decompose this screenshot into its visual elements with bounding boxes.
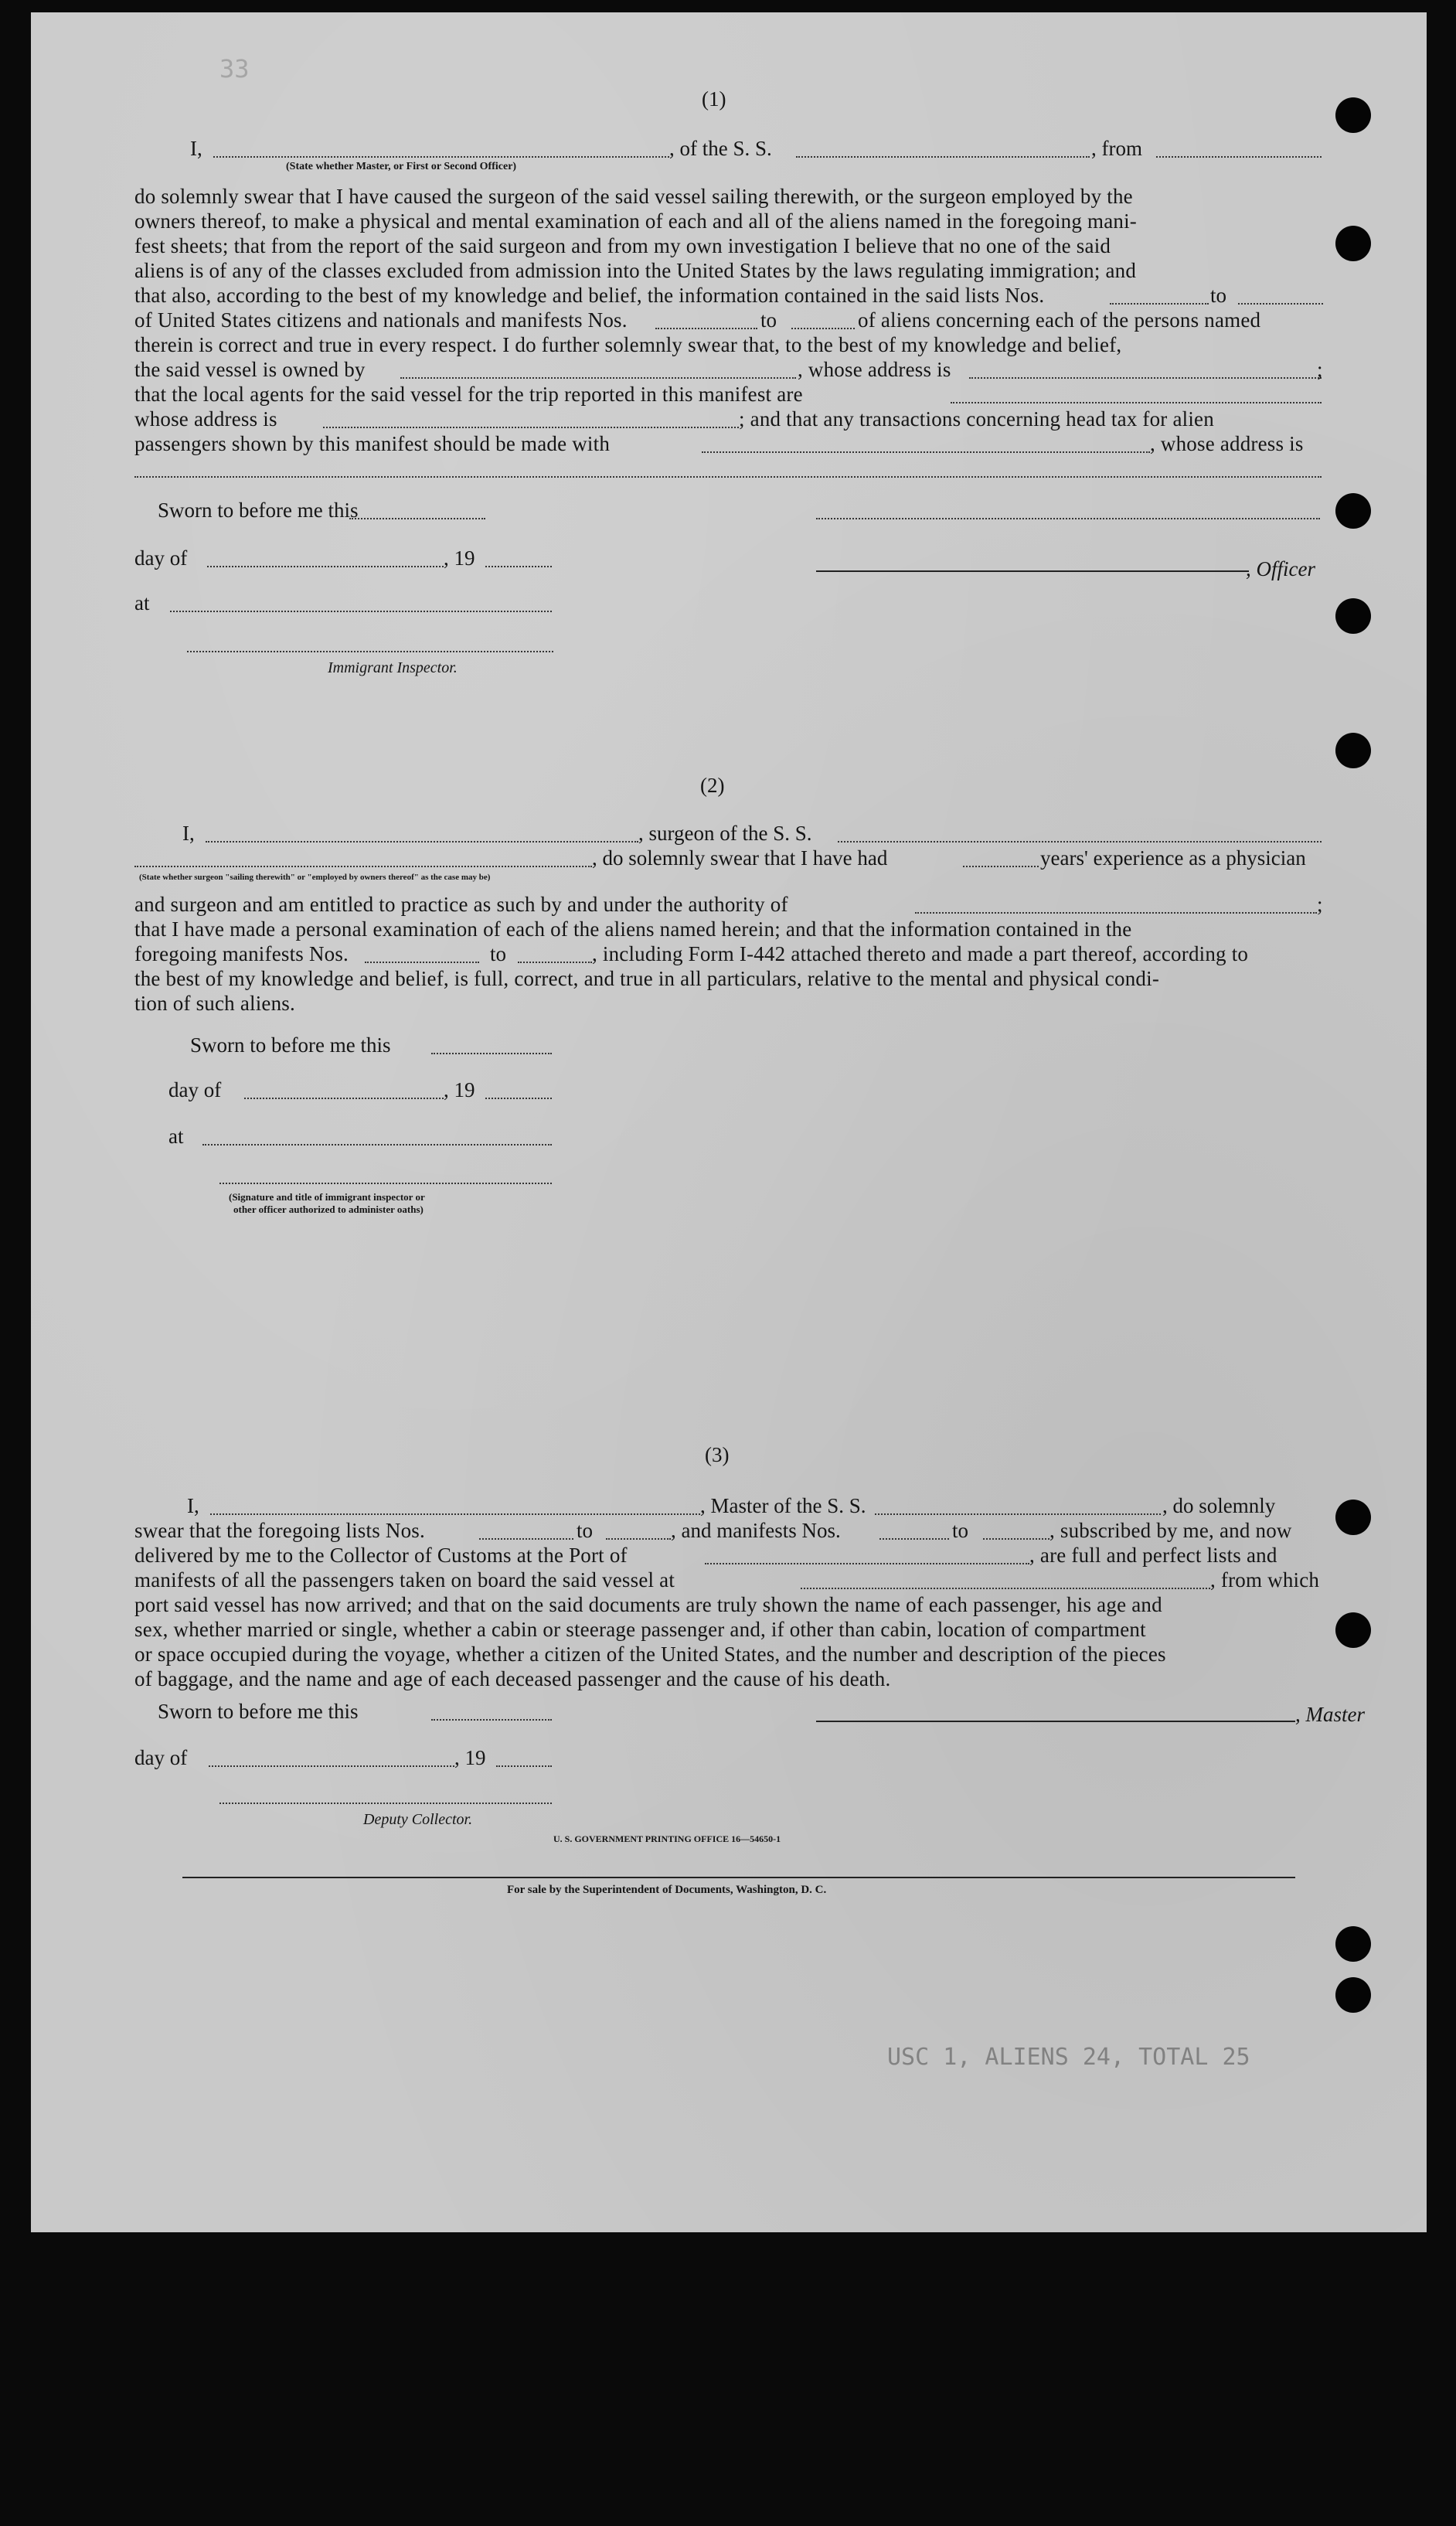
s1-para-line: do solemnly swear that I have caused the surgeon of the said vessel sailing therewith, or the surgeon employed by the xyxy=(134,185,1133,208)
s1-officer-blank xyxy=(213,156,669,158)
s2-day-of-label: day of xyxy=(168,1078,222,1101)
s3-sworn-blank xyxy=(431,1719,552,1721)
s3-sworn-label: Sworn to before me this xyxy=(158,1700,359,1723)
s1-lists-from-blank xyxy=(1110,303,1209,305)
punch-hole xyxy=(1335,1926,1371,1962)
s2-authority-blank xyxy=(915,912,1317,914)
s1-officer-label: , Officer xyxy=(1246,557,1315,580)
sale-notice: For sale by the Superintendent of Documents, Washington, D. C. xyxy=(507,1884,827,1896)
s2-para-line: the best of my knowledge and belief, is full, correct, and true in all particulars, relative to the mental and physical condi- xyxy=(134,967,1160,990)
s3-master-label: , Master xyxy=(1295,1703,1365,1726)
s1-day-of-label: day of xyxy=(134,546,188,570)
s3-master-of-label: , Master of the S. S. xyxy=(700,1494,866,1517)
s1-semicolon: ; xyxy=(1317,358,1323,381)
s2-surgeon-name-blank xyxy=(206,841,638,843)
s2-para-line: tion of such aliens. xyxy=(134,992,295,1015)
s3-master-signature-line xyxy=(816,1721,1295,1722)
s3-para-line: of baggage, and the name and age of each deceased passenger and the cause of his death. xyxy=(134,1667,891,1690)
s3-para-line: sex, whether married or single, whether a cabin or steerage passenger and, if other than cabin, location of compartment xyxy=(134,1618,1146,1641)
s2-year-blank xyxy=(485,1098,552,1099)
punch-hole xyxy=(1335,598,1371,634)
s3-para-line: or space occupied during the voyage, whether a citizen of the United States, and the number and description of the pieces xyxy=(134,1643,1166,1666)
s2-at-label: at xyxy=(168,1125,184,1148)
s2-authority-label: and surgeon and am entitled to practice as such by and under the authority of xyxy=(134,893,788,916)
s1-inspector-blank xyxy=(187,651,553,652)
s2-years-blank xyxy=(963,866,1039,867)
s1-headtax-with-blank xyxy=(702,451,1150,453)
s1-owner-address-label: , whose address is xyxy=(798,358,951,381)
punch-hole xyxy=(1335,733,1371,768)
s3-port-label: delivered by me to the Collector of Customs at the Port of xyxy=(134,1544,628,1567)
s3-day-of-label: day of xyxy=(134,1746,188,1769)
s2-signature-note: (Signature and title of immigrant inspector or xyxy=(229,1191,425,1203)
s1-year-label: , 19 xyxy=(444,546,475,570)
s2-swear-label: , do solemnly swear that I have had xyxy=(592,846,888,870)
s1-officer-line xyxy=(816,570,1249,572)
section-2-number: (2) xyxy=(700,774,725,797)
bleed-through-totals: USC 1, ALIENS 24, TOTAL 25 xyxy=(887,2044,1250,2071)
s2-years-label: years' experience as a physician xyxy=(1040,846,1306,870)
s2-para-line: that I have made a personal examination of each of the aliens named herein; and that the information contained in the xyxy=(134,917,1132,941)
s1-at-label: at xyxy=(134,591,150,614)
s1-manifests-from-blank xyxy=(655,328,757,329)
s1-para-line: that also, according to the best of my knowledge and belief, the information contained in the said lists Nos. xyxy=(134,284,1045,307)
s2-year-label: , 19 xyxy=(444,1078,475,1101)
s3-solemnly-label: , do solemnly xyxy=(1162,1494,1276,1517)
s1-para-line: fest sheets; that from the report of the said surgeon and from my own investigation I believe that no one of the said xyxy=(134,234,1111,257)
s1-year-blank xyxy=(485,566,552,567)
s2-sworn-label: Sworn to before me this xyxy=(190,1033,391,1057)
s3-lists-to-blank xyxy=(606,1538,671,1540)
s1-day-blank xyxy=(207,566,444,567)
s3-manifests-label: , and manifests Nos. xyxy=(671,1519,841,1542)
punch-hole xyxy=(1335,493,1371,529)
s1-sworn-blank xyxy=(349,518,485,519)
section-3-number: (3) xyxy=(705,1443,730,1466)
s1-manifests-tail: of aliens concerning each of the persons named xyxy=(858,308,1261,332)
s1-from-label: , from xyxy=(1091,137,1142,160)
s1-lists-to: to xyxy=(1210,284,1227,307)
s1-manifests-to: to xyxy=(760,308,777,332)
s3-vessel-blank xyxy=(875,1513,1161,1515)
s3-lists-to: to xyxy=(577,1519,594,1542)
punch-hole xyxy=(1335,1612,1371,1648)
s2-at-blank xyxy=(202,1144,552,1146)
s2-manifests-to: to xyxy=(490,942,507,965)
s1-headtax-label: ; and that any transactions concerning head tax for alien xyxy=(739,407,1214,431)
s1-owner-label: the said vessel is owned by xyxy=(134,358,366,381)
s3-deputy-blank xyxy=(219,1803,552,1804)
s2-form-label: , including Form I-442 attached thereto and made a part thereof, according to xyxy=(592,942,1249,965)
s1-agents-label: that the local agents for the said vessel for the trip reported in this manifest are xyxy=(134,383,803,406)
s1-para-line: owners thereof, to make a physical and mental examination of each and all of the aliens named in the foregoing mani- xyxy=(134,209,1137,233)
s3-manifests-to-blank xyxy=(983,1538,1049,1540)
s1-manifests-to-blank xyxy=(791,328,855,329)
s3-year-blank xyxy=(496,1765,552,1767)
s3-taken-label: manifests of all the passengers taken on board the said vessel at xyxy=(134,1568,675,1592)
s1-headtax-address-label: , whose address is xyxy=(1150,432,1304,455)
s2-signature-note: other officer authorized to administer oaths) xyxy=(233,1203,424,1215)
s1-agents-address-label: whose address is xyxy=(134,407,277,431)
punch-hole xyxy=(1335,1977,1371,2013)
punch-hole xyxy=(1335,1500,1371,1535)
s1-para-line: aliens is of any of the classes excluded from admission into the United States by the laws regulating immigration; and xyxy=(134,259,1137,282)
s2-signature-blank xyxy=(219,1183,552,1184)
s1-officer-note: (State whether Master, or First or Second Officer) xyxy=(286,161,517,172)
footer-rule xyxy=(182,1877,1295,1878)
s1-headtax-address-blank xyxy=(134,476,1322,478)
s2-day-blank xyxy=(244,1098,444,1099)
s2-surgeon-of-label: , surgeon of the S. S. xyxy=(638,822,812,845)
s3-year-label: , 19 xyxy=(454,1746,486,1769)
s3-master-name-blank xyxy=(210,1513,700,1515)
s3-manifests-from-blank xyxy=(879,1538,949,1540)
punch-hole xyxy=(1335,226,1371,261)
s1-vessel-blank xyxy=(796,156,1090,158)
s3-i-label: I, xyxy=(187,1494,199,1517)
s3-port-blank xyxy=(705,1563,1029,1564)
s2-i-label: I, xyxy=(182,822,195,845)
s1-agents-address-blank xyxy=(323,427,739,428)
s2-surgeon-note: (State whether surgeon "sailing therewith" or "employed by owners thereof" as the case may be) xyxy=(139,873,491,882)
s3-taken-blank xyxy=(801,1588,1210,1589)
s1-at-blank xyxy=(170,611,552,612)
s1-headtax-with-label: passengers shown by this manifest should be made with xyxy=(134,432,611,455)
s1-i-label: I, xyxy=(190,137,202,160)
s3-deputy-label: Deputy Collector. xyxy=(363,1811,473,1828)
s3-from-which-label: , from which xyxy=(1210,1568,1320,1592)
s1-sworn-label: Sworn to before me this xyxy=(158,499,359,522)
s1-para-line: therein is correct and true in every respect. I do further solemnly swear that, to the best of my knowledge and belief, xyxy=(134,333,1122,356)
s3-subscribed-label: , subscribed by me, and now xyxy=(1049,1519,1292,1542)
s1-officer-signature-blank xyxy=(816,518,1320,519)
s1-inspector-label: Immigrant Inspector. xyxy=(328,659,458,676)
section-1-number: (1) xyxy=(702,87,726,111)
s2-semicolon: ; xyxy=(1317,893,1323,916)
s2-manifests-to-blank xyxy=(518,962,592,963)
bleed-through-manifest-number: 33 xyxy=(219,54,250,83)
s1-from-blank xyxy=(1156,156,1322,158)
s3-perfect-lists-label: , are full and perfect lists and xyxy=(1029,1544,1277,1567)
s3-lists-from-blank xyxy=(479,1538,573,1540)
s1-owner-blank xyxy=(400,377,796,379)
gpo-imprint: U. S. GOVERNMENT PRINTING OFFICE 16—54650-1 xyxy=(553,1833,781,1844)
s2-vessel-blank xyxy=(838,841,1322,843)
s3-day-blank xyxy=(209,1765,454,1767)
s2-sworn-blank xyxy=(431,1053,552,1054)
s1-manifests-label: of United States citizens and nationals and manifests Nos. xyxy=(134,308,628,332)
s2-surgeon-status-blank xyxy=(134,866,592,867)
s2-manifests-from-blank xyxy=(365,962,479,963)
s1-lists-to-blank xyxy=(1238,303,1323,305)
s3-para-line: port said vessel has now arrived; and that on the said documents are truly shown the name of each passenger, his age and xyxy=(134,1593,1162,1616)
s3-lists-label: swear that the foregoing lists Nos. xyxy=(134,1519,425,1542)
s1-of-ss-label: , of the S. S. xyxy=(669,137,772,160)
document-page xyxy=(31,12,1427,2232)
s1-agents-blank xyxy=(951,402,1322,403)
punch-hole xyxy=(1335,97,1371,133)
s1-owner-address-blank xyxy=(969,377,1322,379)
s3-manifests-to: to xyxy=(952,1519,969,1542)
s2-manifests-label: foregoing manifests Nos. xyxy=(134,942,349,965)
